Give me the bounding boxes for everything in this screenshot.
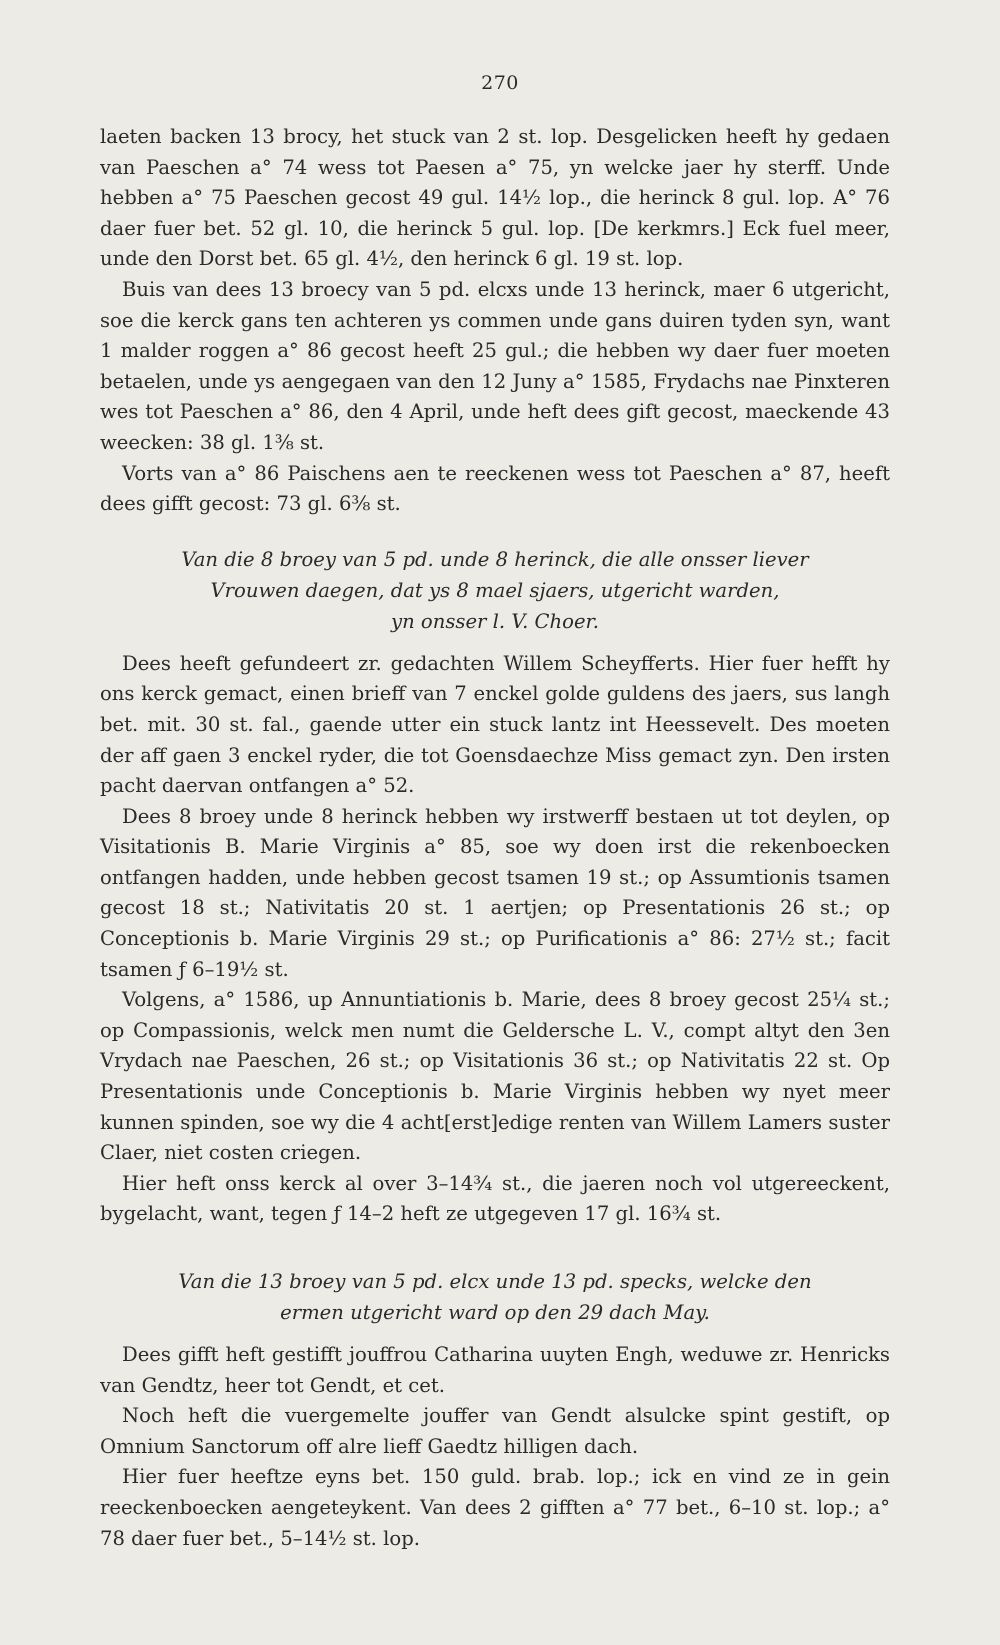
section-heading-line: Van die 8 broey van 5 pd. unde 8 herinck, die alle onsser liever [181, 547, 809, 571]
paragraph: Dees 8 broey unde 8 herinck hebben wy irstwerff bestaen ut tot deylen, op Visitationis B. Marie Virginis a° 85, soe wy doen irst die rekenboecken ontfangen hadden, unde hebben gecost tsamen 19 st.; op Assumtionis tsamen gecost 18 st.; Nativitatis 20 st. 1 aertjen; op Presentationis 26 st.; op Conceptionis b. Marie Virginis 29 st.; op Purificationis a° 86: 27½ st.; facit tsamen ƒ 6–19½ st. [100, 804, 890, 981]
section-heading [100, 544, 890, 637]
section-heading-line: yn onsser l. V. Choer. [391, 609, 599, 633]
page-body [100, 122, 890, 1554]
section-heading-line: Vrouwen daegen, dat ys 8 mael sjaers, utgericht warden, [210, 578, 780, 602]
paragraph: Hier fuer heeftze eyns bet. 150 guld. brab. lop.; ick en vind ze in gein reeckenboecken aengeteykent. Van dees 2 gifften a° 77 bet., 6–10 st. lop.; a° 78 daer fuer bet., 5–14½ st. lop. [100, 1465, 890, 1550]
paragraph: laeten backen 13 brocy, het stuck van 2 st. lop. Desgelicken heeft hy gedaen van Paeschen a° 74 wess tot Paesen a° 75, yn welcke jaer hy sterff. Unde hebben a° 75 Paeschen gecost 49 gul. 14½ lop., die herinck 8 gul. lop. A° 76 daer fuer bet. 52 gl. 10, die herinck 5 gul. lop. [De kerkmrs.] Eck fuel meer, unde den Dorst bet. 65 gl. 4½, den herinck 6 gl. 19 st. lop. [100, 125, 890, 271]
paragraph: Noch heft die vuergemelte jouffer van Gendt alsulcke spint gestift, op Omnium Sanctorum off alre lieff Gaedtz hilligen dach. [100, 1404, 890, 1458]
section-heading-line: Van die 13 broey van 5 pd. elcx unde 13 pd. specks, welcke den [178, 1270, 812, 1293]
paragraph: Volgens, a° 1586, up Annuntiationis b. Marie, dees 8 broey gecost 25¼ st.; op Compassionis, welck men numt die Geldersche L. V., compt altyt den 3en Vrydach nae Paeschen, 26 st.; op Visitationis 36 st.; op Nativitatis 22 st. Op Presentationis unde Conceptionis b. Marie Virginis hebben wy nyet meer kunnen spinden, soe wy die 4 acht[erst]edige renten van Willem Lamers suster Claer, niet costen criegen. [100, 988, 890, 1165]
section-heading [100, 1266, 890, 1328]
section-heading-line: ermen utgericht ward op den 29 dach May. [280, 1301, 710, 1324]
paragraph: Hier heft onss kerck al over 3–14¾ st., die jaeren noch vol utgereeckent, bygelacht, want, tegen ƒ 14–2 heft ze utgegeven 17 gl. 16¾ st. [100, 1171, 890, 1226]
paragraph: Dees heeft gefundeert zr. gedachten Willem Scheyfferts. Hier fuer hefft hy ons kerck gemact, einen brieff van 7 enckel golde guldens des jaers, sus langh bet. mit. 30 st. fal., gaende utter ein stuck lantz int Heessevelt. Des moeten der aff gaen 3 enckel ryder, die tot Goensdaechze Miss gemact zyn. Den irsten pacht daervan ontfangen a° 52. [100, 651, 890, 798]
paragraph: Dees gifft heft gestifft jouffrou Catharina uuyten Engh, weduwe zr. Henricks van Gendtz, heer tot Gendt, et cet. [100, 1343, 890, 1397]
paragraph: Buis van dees 13 broecy van 5 pd. elcxs unde 13 herinck, maer 6 utgericht, soe die kerck gans ten achteren ys commen unde gans duiren tyden syn, want 1 malder roggen a° 86 gecost heeft 25 gul.; die hebben wy daer fuer moeten betaelen, unde ys aengegaen van den 12 Juny a° 1585, Frydachs nae Pinxteren wes tot Paeschen a° 86, den 4 April, unde heft dees gift gecost, maeckende 43 weecken: 38 gl. 1⅜ st. [100, 277, 890, 454]
page-number: 270 [481, 72, 519, 94]
paragraph: Vorts van a° 86 Paischens aen te reeckenen wess tot Paeschen a° 87, heeft dees gifft gecost: 73 gl. 6⅜ st. [100, 461, 890, 516]
